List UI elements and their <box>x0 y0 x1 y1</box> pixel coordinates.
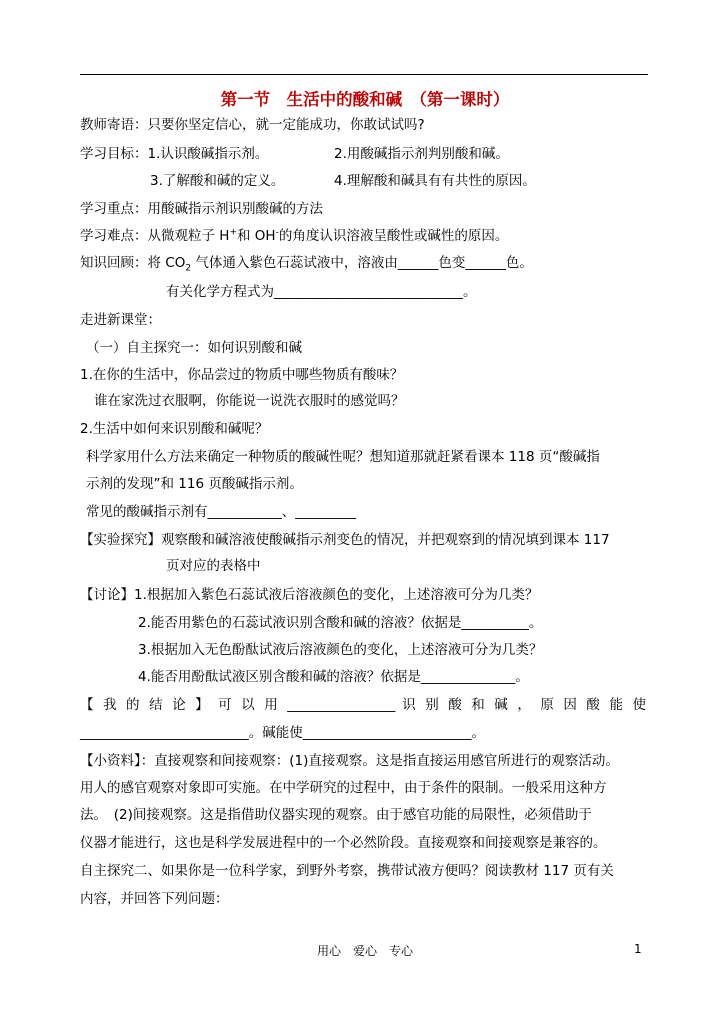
common-indicators: 常见的酸碱指示剂有___________、_________ <box>86 504 356 520</box>
my-conclusion-cont: _________________________。碱能使_________________________。 <box>80 725 485 741</box>
discussion-4: 4.能否用酚酞试液区别含酸和碱的溶液？依据是______________。 <box>138 669 529 685</box>
enter-classroom-heading: 走进新课堂： <box>80 312 161 328</box>
section-two-text-2: 内容，并回答下列问题： <box>80 891 229 907</box>
question-2-text-2: 示剂的发现”和 116 页酸碱指示剂。 <box>86 476 303 492</box>
page-footer: 用心 爱心 专心 <box>316 944 413 958</box>
goal-2: 2.用酸碱指示剂判别酸和碱。 <box>334 146 509 162</box>
knowledge-review-text-1: 知识回顾：将 CO <box>80 255 186 271</box>
info-text-2: 用人的感官观察对象即可实施。在中学研究的过程中，由于条件的限制。一般采用这种方 <box>80 780 607 796</box>
question-1-sub: 谁在家洗过衣服啊，你能说一说洗衣服时的感觉吗？ <box>94 393 405 409</box>
co2-subscript: 2 <box>185 263 192 274</box>
info-text-3: 法。 (2)间接观察。这是指借助仪器实现的观察。由于感官功能的局限性，必须借助于 <box>80 807 592 823</box>
discussion-2: 2.能否用紫色的石蕊试液识别含酸和碱的溶液？依据是__________。 <box>138 615 543 631</box>
difficult-points-text-2: 和 OH <box>237 228 276 244</box>
section-one-heading: （一）自主探究一：如何识别酸和碱 <box>86 340 302 356</box>
difficult-points-text-1: 学习难点：从微观粒子 H <box>80 228 230 244</box>
knowledge-review-text-2: 气体通入紫色石蕊试液中，溶液由______色变______色。 <box>191 255 533 271</box>
h-plus-superscript: + <box>229 227 237 238</box>
teacher-message: 教师寄语：只要你坚定信心，就一定能成功，你敢试试吗? <box>80 117 425 133</box>
question-1: 1.在你的生活中，你品尝过的物质中哪些物质有酸味？ <box>80 367 404 383</box>
info-text-4: 仪器才能进行，这也是科学发展进程中的一个必然阶段。直接观察和间接观察是兼容的。 <box>80 835 607 851</box>
knowledge-review <box>80 254 650 272</box>
difficult-points-text-3: 的角度认识溶液呈酸性或碱性的原因。 <box>278 228 509 244</box>
question-2: 2.生活中如何来识别酸和碱呢？ <box>80 421 269 437</box>
chemical-equation-prompt: 有关化学方程式为____________________________。 <box>166 284 477 300</box>
oh-minus-superscript: - <box>275 227 279 238</box>
experiment-inquiry: 【实验探究】观察酸和碱溶液使酸碱指示剂变色的情况，并把观察到的情况填到课本 117 <box>80 532 610 548</box>
goal-4: 4.理解酸和碱具有有共性的原因。 <box>334 173 536 189</box>
key-points: 学习重点：用酸碱指示剂识别酸碱的方法 <box>80 201 323 217</box>
difficult-points <box>80 227 650 245</box>
info-text-1: 【小资料】：直接观察和间接观察：(1)直接观察。这是指直接运用感官所进行的观察活动。 <box>80 753 619 769</box>
page-title: 第一节 生活中的酸和碱 （第一课时） <box>220 90 510 109</box>
section-two-text-1: 自主探究二、如果你是一位科学家，到野外考察，携带试液方便吗？阅读教材 117 页有关 <box>80 863 614 879</box>
discussion-3: 3.根据加入无色酚酞试液后溶液颜色的变化，上述溶液可分为几类？ <box>138 642 543 658</box>
goal-1: 学习目标：1.认识酸碱指示剂。 <box>80 146 269 162</box>
learning-goals-line-1 <box>80 145 650 163</box>
question-2-text-1: 科学家用什么方法来确定一种物质的酸碱性呢？想知道那就赶紧看课本 118 页“酸碱指 <box>86 449 600 465</box>
experiment-inquiry-cont: 页对应的表格中 <box>166 558 261 574</box>
page-number: 1 <box>634 942 642 956</box>
my-conclusion: 【 我 的 结 论 】 可 以 用 ________________ 识 别 酸 和 碱 ， 原 因 酸 能 使 <box>80 697 646 713</box>
discussion-1: 【讨论】1.根据加入紫色石蕊试液后溶液颜色的变化，上述溶液可分为几类？ <box>80 587 539 603</box>
header-rule <box>80 74 648 75</box>
goal-3: 3.了解酸和碱的定义。 <box>150 173 285 189</box>
